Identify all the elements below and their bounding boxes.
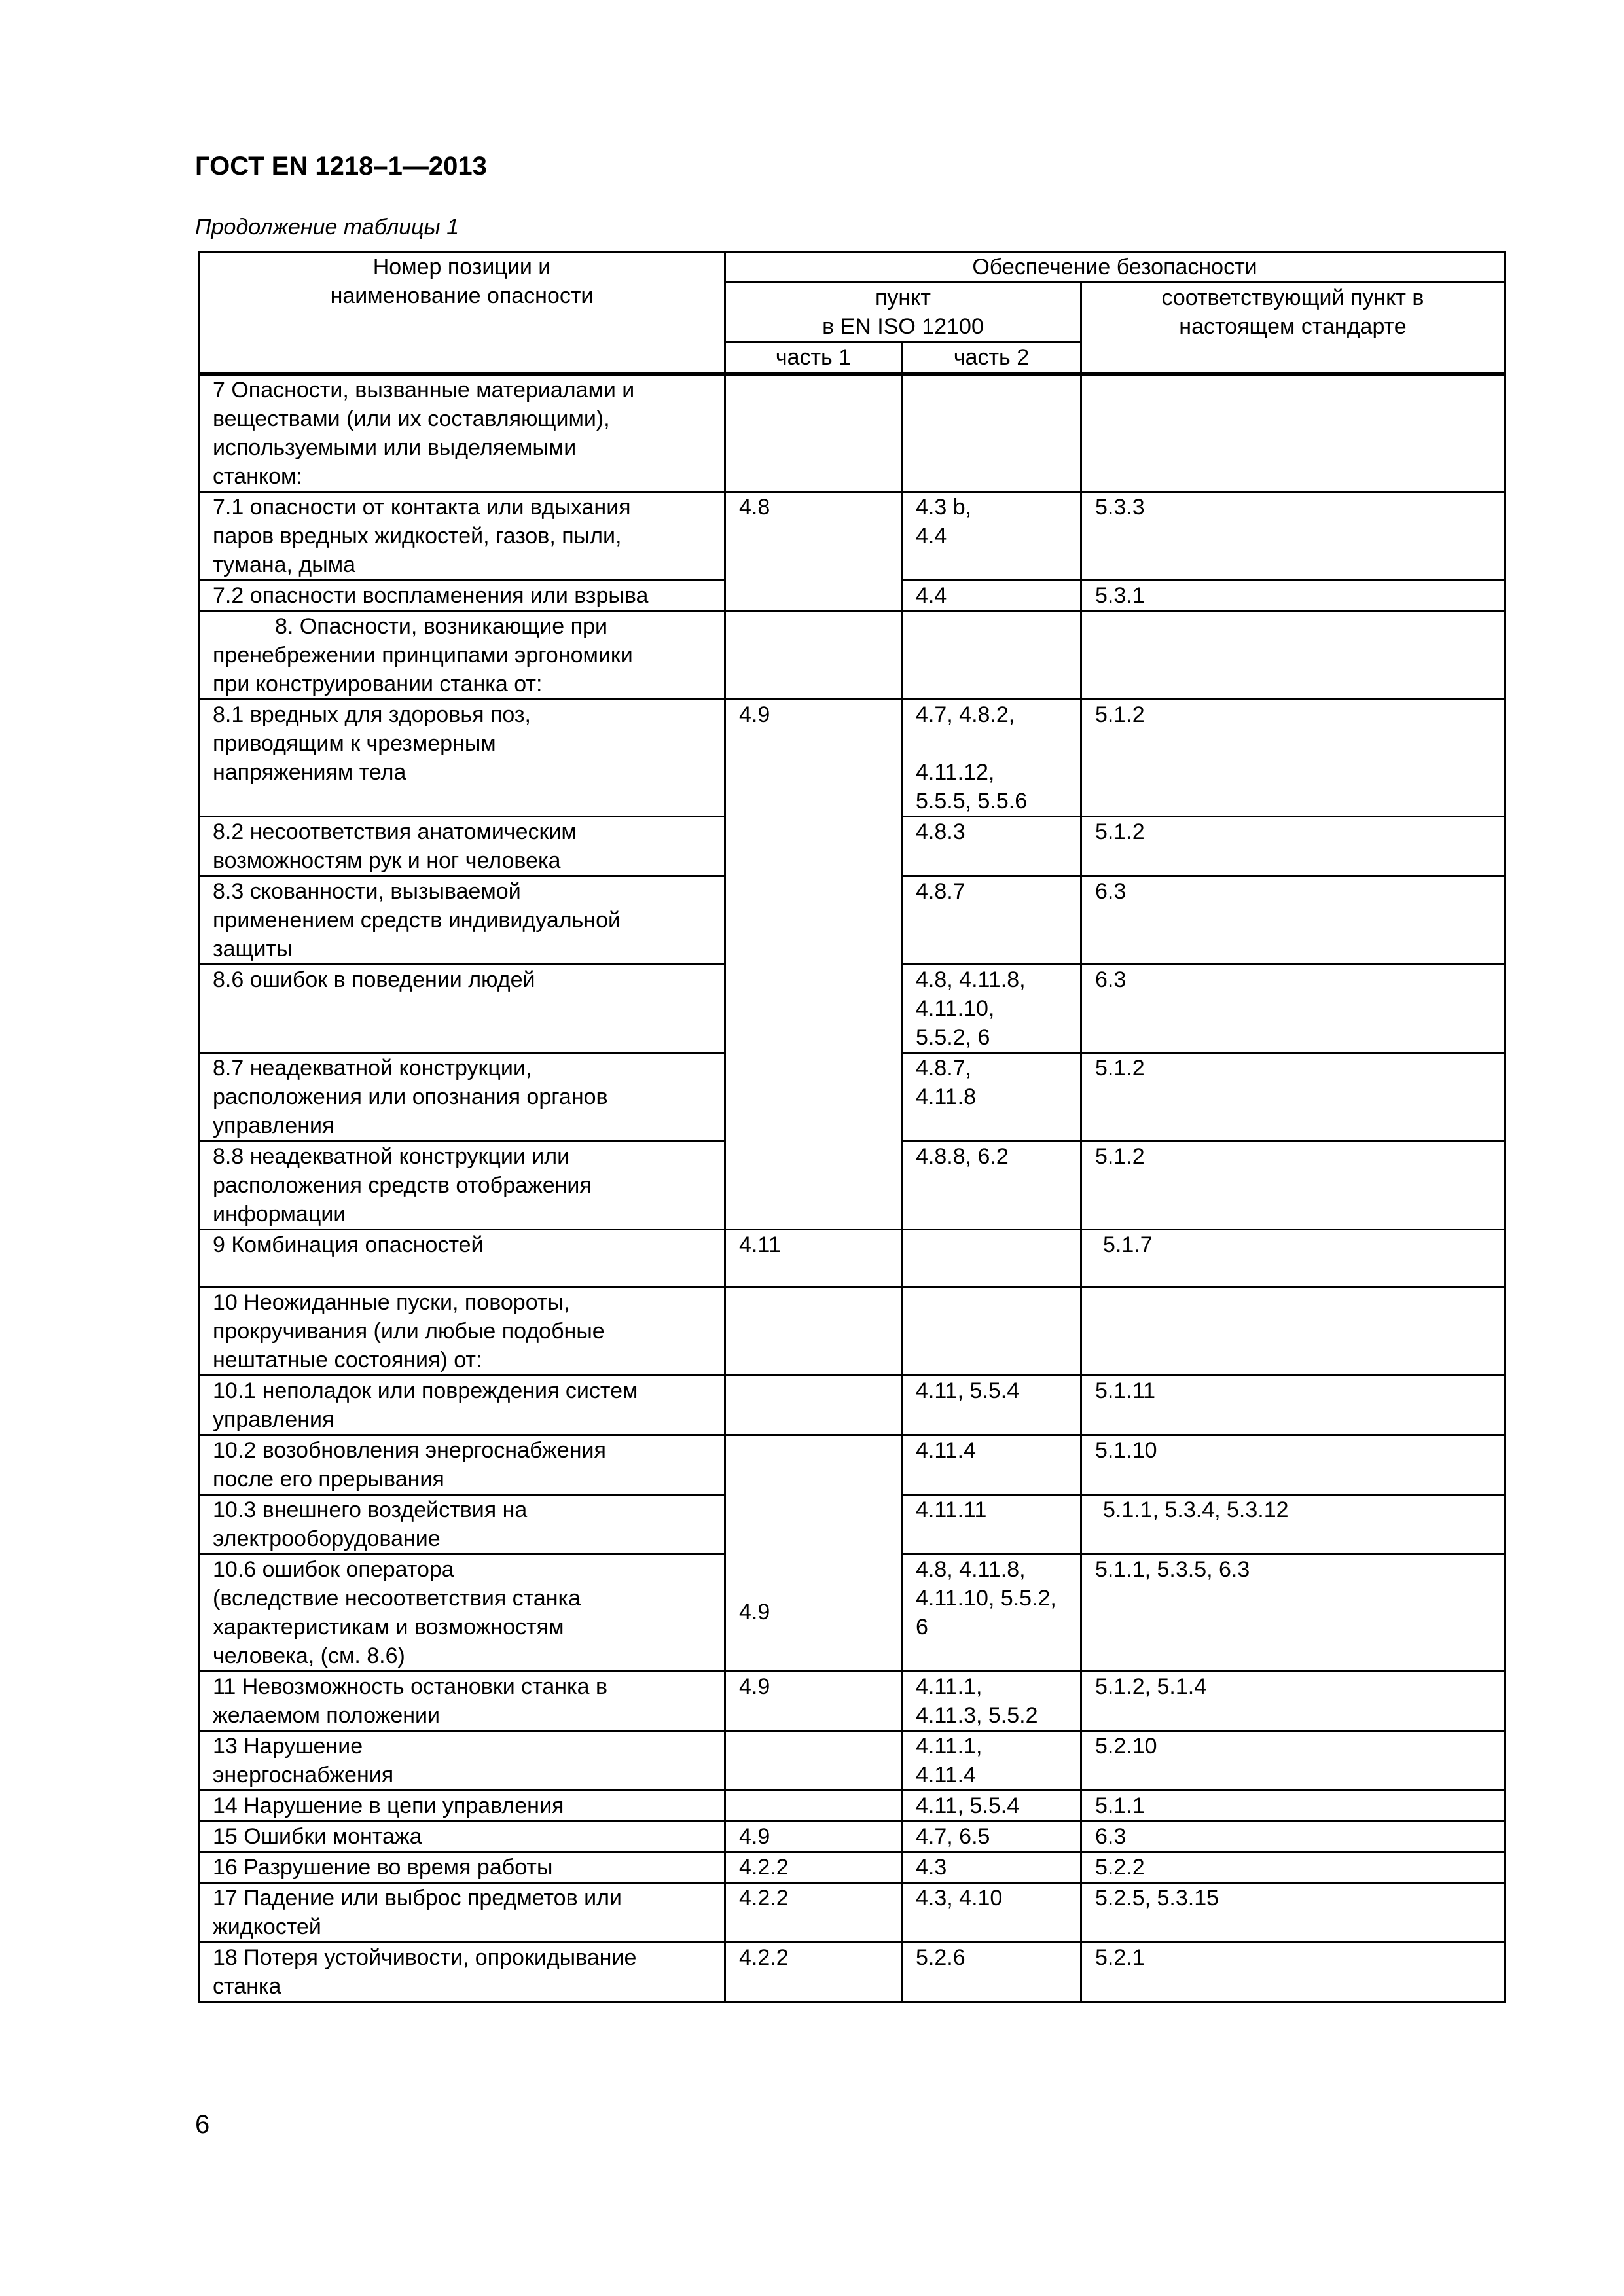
table-row — [199, 374, 1505, 492]
standard-cell: 5.2.10 — [1081, 1731, 1505, 1791]
hazard-cell: 8.8 неадекватной конструкции или расположения средств отображения информации — [199, 1141, 725, 1230]
hazard-cell: 17 Падение или выброс предметов или жидкостей — [199, 1883, 725, 1943]
part2-cell: 4.4 — [902, 581, 1081, 611]
part2-cell — [902, 374, 1081, 492]
part1-cell — [725, 1495, 902, 1554]
table-row — [199, 817, 1505, 876]
standard-cell: 6.3 — [1081, 1821, 1505, 1852]
part2-cell: 4.11.1, 4.11.3, 5.5.2 — [902, 1672, 1081, 1731]
part1-cell: 4.11 — [725, 1230, 902, 1287]
standard-cell: 6.3 — [1081, 876, 1505, 965]
part1-cell — [725, 1141, 902, 1230]
part1-cell: 4.9 — [725, 1672, 902, 1731]
table-row — [199, 581, 1505, 611]
standard-cell: 5.2.2 — [1081, 1852, 1505, 1883]
part1-cell — [725, 374, 902, 492]
document-title: ГОСТ EN 1218–1—2013 — [195, 152, 487, 181]
page-number: 6 — [195, 2110, 210, 2139]
table-row — [199, 1495, 1505, 1554]
header-safety: Обеспечение безопасности — [725, 252, 1505, 283]
table-row — [199, 1435, 1505, 1495]
part2-cell: 4.11, 5.5.4 — [902, 1376, 1081, 1435]
part1-cell — [725, 1791, 902, 1821]
part1-cell — [725, 611, 902, 700]
standard-cell: 5.1.1 — [1081, 1791, 1505, 1821]
part2-cell: 4.8, 4.11.8, 4.11.10, 5.5.2, 6 — [902, 1554, 1081, 1672]
hazard-cell: 18 Потеря устойчивости, опрокидывание станка — [199, 1943, 725, 2002]
part2-cell: 4.11.4 — [902, 1435, 1081, 1495]
part2-cell: 4.11.11 — [902, 1495, 1081, 1554]
hazard-cell: 10.3 внешнего воздействия на электрооборудование — [199, 1495, 725, 1554]
part1-cell: 4.9 — [725, 1821, 902, 1852]
part2-cell: 4.3, 4.10 — [902, 1883, 1081, 1943]
part2-cell: 4.8.7, 4.11.8 — [902, 1053, 1081, 1141]
part1-cell — [725, 1435, 902, 1495]
part1-cell — [725, 965, 902, 1053]
standard-cell: 5.1.1, 5.3.5, 6.3 — [1081, 1554, 1505, 1672]
table-row — [199, 1672, 1505, 1731]
header-standard: соответствующий пункт в настоящем стандарте — [1081, 283, 1505, 374]
hazard-cell: 13 Нарушение энергоснабжения — [199, 1731, 725, 1791]
standard-cell: 5.1.2 — [1081, 700, 1505, 817]
standard-cell — [1081, 611, 1505, 700]
part2-cell: 4.8, 4.11.8, 4.11.10, 5.5.2, 6 — [902, 965, 1081, 1053]
hazard-cell: 7.1 опасности от контакта или вдыхания паров вредных жидкостей, газов, пыли, тумана, дыма — [199, 492, 725, 581]
standard-cell: 5.1.2 — [1081, 1053, 1505, 1141]
part2-cell — [902, 1287, 1081, 1376]
part1-cell — [725, 1053, 902, 1141]
part1-cell: 4.8 — [725, 492, 902, 581]
table-row — [199, 1376, 1505, 1435]
part2-cell: 4.8.8, 6.2 — [902, 1141, 1081, 1230]
table-row — [199, 1883, 1505, 1943]
standard-cell: 5.2.1 — [1081, 1943, 1505, 2002]
part2-cell: 4.8.3 — [902, 817, 1081, 876]
hazards-table — [198, 251, 1506, 2003]
table-header-row — [199, 252, 1505, 283]
part2-cell: 4.3 — [902, 1852, 1081, 1883]
table-row — [199, 965, 1505, 1053]
table-row — [199, 876, 1505, 965]
standard-cell: 5.1.11 — [1081, 1376, 1505, 1435]
standard-cell: 6.3 — [1081, 965, 1505, 1053]
standard-cell: 5.1.2 — [1081, 817, 1505, 876]
hazard-cell: 10.2 возобновления энергоснабжения после его прерывания — [199, 1435, 725, 1495]
standard-cell: 5.1.2 — [1081, 1141, 1505, 1230]
hazard-cell: 16 Разрушение во время работы — [199, 1852, 725, 1883]
standard-cell: 5.3.3 — [1081, 492, 1505, 581]
part2-cell: 4.7, 6.5 — [902, 1821, 1081, 1852]
part1-cell: 4.2.2 — [725, 1852, 902, 1883]
part1-cell — [725, 876, 902, 965]
hazard-cell: 8.1 вредных для здоровья поз, приводящим к чрезмерным напряжениям тела — [199, 700, 725, 817]
standard-cell: 5.1.10 — [1081, 1435, 1505, 1495]
standard-cell: 5.1.1, 5.3.4, 5.3.12 — [1081, 1495, 1505, 1554]
table-row — [199, 492, 1505, 581]
hazard-cell: 10 Неожиданные пуски, повороты, прокручивания (или любые подобные нештатные состояния) от: — [199, 1287, 725, 1376]
standard-cell: 5.1.7 — [1081, 1230, 1505, 1287]
header-hazard: Номер позиции и наименование опасности — [199, 252, 725, 374]
hazard-cell: 11 Невозможность остановки станка в желаемом положении — [199, 1672, 725, 1731]
header-part1: часть 1 — [725, 342, 902, 374]
table-row — [199, 1731, 1505, 1791]
part1-cell — [725, 1287, 902, 1376]
hazard-cell: 15 Ошибки монтажа — [199, 1821, 725, 1852]
table-row — [199, 611, 1505, 700]
hazard-cell: 8. Опасности, возникающие при пренебрежении принципами эргономики при конструировании станка от: — [199, 611, 725, 700]
part2-cell: 4.8.7 — [902, 876, 1081, 965]
table-row — [199, 700, 1505, 817]
hazard-cell: 10.1 неполадок или повреждения систем управления — [199, 1376, 725, 1435]
part1-cell: 4.9 — [725, 1554, 902, 1672]
hazard-cell: 14 Нарушение в цепи управления — [199, 1791, 725, 1821]
table-row — [199, 1791, 1505, 1821]
standard-cell — [1081, 374, 1505, 492]
table-row — [199, 1852, 1505, 1883]
part2-cell: 4.11.1, 4.11.4 — [902, 1731, 1081, 1791]
part2-cell: 5.2.6 — [902, 1943, 1081, 2002]
standard-cell: 5.3.1 — [1081, 581, 1505, 611]
hazard-cell: 7.2 опасности воспламенения или взрыва — [199, 581, 725, 611]
table-row — [199, 1053, 1505, 1141]
hazard-cell: 10.6 ошибок оператора (вследствие несоответствия станка характеристикам и возможностям человека, (см. 8.6) — [199, 1554, 725, 1672]
part1-cell: 4.2.2 — [725, 1943, 902, 2002]
part1-cell: 4.2.2 — [725, 1883, 902, 1943]
hazard-cell: 8.6 ошибок в поведении людей — [199, 965, 725, 1053]
table-row — [199, 1141, 1505, 1230]
hazard-cell: 8.3 скованности, вызываемой применением средств индивидуальной защиты — [199, 876, 725, 965]
part2-cell — [902, 611, 1081, 700]
part1-cell: 4.9 — [725, 700, 902, 817]
table-caption: Продолжение таблицы 1 — [195, 215, 459, 240]
table-row — [199, 1287, 1505, 1376]
header-clause: пункт в EN ISO 12100 — [725, 283, 1081, 342]
table-row — [199, 1554, 1505, 1672]
part1-cell — [725, 581, 902, 611]
standard-cell — [1081, 1287, 1505, 1376]
part1-cell — [725, 1731, 902, 1791]
table-row — [199, 1230, 1505, 1287]
part2-cell: 4.7, 4.8.2, 4.11.12, 5.5.5, 5.5.6 — [902, 700, 1081, 817]
table-row — [199, 1943, 1505, 2002]
hazard-cell: 8.2 несоответствия анатомическим возможностям рук и ног человека — [199, 817, 725, 876]
header-part2: часть 2 — [902, 342, 1081, 374]
part2-cell — [902, 1230, 1081, 1287]
part2-cell: 4.3 b, 4.4 — [902, 492, 1081, 581]
hazard-cell: 8.7 неадекватной конструкции, расположения или опознания органов управления — [199, 1053, 725, 1141]
hazard-cell: 7 Опасности, вызванные материалами и веществами (или их составляющими), используемыми или выделяемыми станком: — [199, 374, 725, 492]
hazard-cell: 9 Комбинация опасностей — [199, 1230, 725, 1287]
part1-cell — [725, 1376, 902, 1435]
part2-cell: 4.11, 5.5.4 — [902, 1791, 1081, 1821]
table-row — [199, 1821, 1505, 1852]
part1-cell — [725, 817, 902, 876]
standard-cell: 5.2.5, 5.3.15 — [1081, 1883, 1505, 1943]
standard-cell: 5.1.2, 5.1.4 — [1081, 1672, 1505, 1731]
